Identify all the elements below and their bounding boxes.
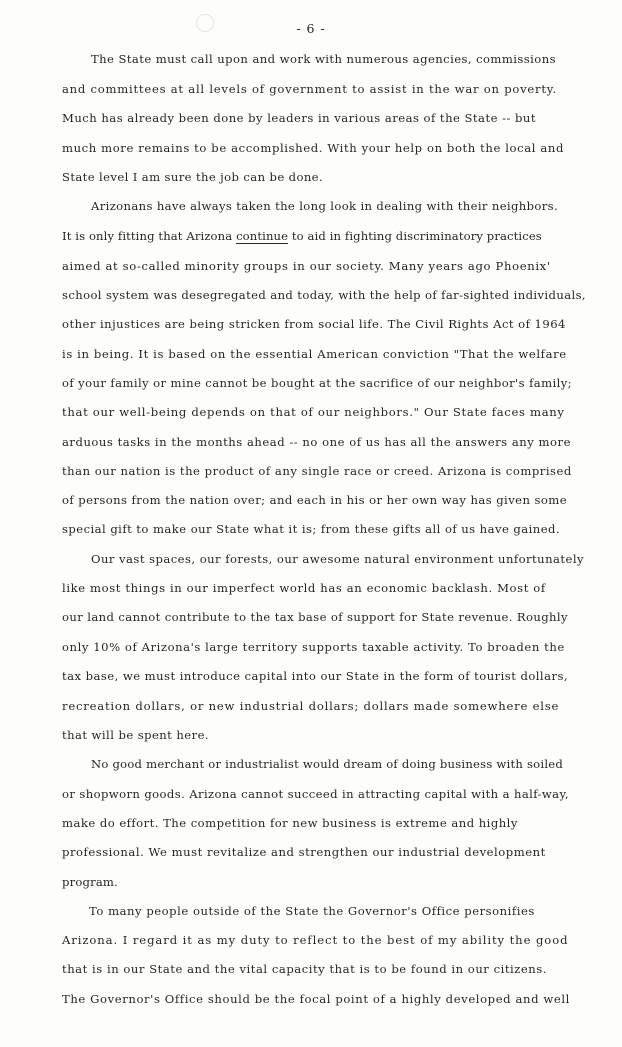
text-line: tax base, we must introduce capital into our State in the form of tourist dollars, [62,669,568,683]
text-segment: to aid in fighting discriminatory practices [288,229,542,243]
text-line: only 10% of Arizona's large territory supports taxable activity. To broaden the [62,640,565,654]
text-line: Our vast spaces, our forests, our awesome natural environment unfortunately [91,552,584,566]
text-line: The Governor's Office should be the focal point of a highly developed and well [62,992,570,1006]
text-line: that our well-being depends on that of our neighbors." Our State faces many [62,405,565,419]
text-line: our land cannot contribute to the tax base of support for State revenue. Roughly [62,610,568,624]
text-line: much more remains to be accomplished. With your help on both the local and [62,141,564,155]
underlined-word: continue [236,229,289,243]
text-line: professional. We must revitalize and strengthen our industrial development [62,845,546,859]
text-line: Arizonans have always taken the long look in dealing with their neighbors. [91,199,558,213]
text-line: of persons from the nation over; and each in his or her own way has given some [62,493,567,507]
text-line: No good merchant or industrialist would dream of doing business with soiled [91,757,563,771]
text-line: The State must call upon and work with numerous agencies, commissions [91,52,556,66]
text-line: To many people outside of the State the Governor's Office personifies [89,904,535,918]
text-line: that will be spent here. [62,728,209,742]
text-line [62,229,540,243]
text-line: Arizona. I regard it as my duty to reflect to the best of my ability the good [62,933,569,947]
text-line: arduous tasks in the months ahead -- no one of us has all the answers any more [62,435,571,449]
text-line: or shopworn goods. Arizona cannot succeed in attracting capital with a half-way, [62,787,569,801]
text-line: aimed at so-called minority groups in our society. Many years ago Phoenix' [62,259,551,273]
text-segment: It is only fitting that Arizona [62,229,237,243]
text-line: special gift to make our State what it is; from these gifts all of us have gained. [62,522,560,536]
text-line: of your family or mine cannot be bought at the sacrifice of our neighbor's family; [62,376,572,390]
text-line: that is in our State and the vital capacity that is to be found in our citizens. [62,962,547,976]
text-line: make do effort. The competition for new business is extreme and highly [62,816,518,830]
text-line: other injustices are being stricken from social life. The Civil Rights Act of 1964 [62,317,566,331]
text-line: like most things in our imperfect world has an economic backlash. Most of [62,581,546,595]
text-line: and committees at all levels of government to assist in the war on poverty. [62,82,557,96]
text-line: school system was desegregated and today, with the help of far-sighted individuals, [62,288,586,302]
text-line: Much has already been done by leaders in various areas of the State -- but [62,111,536,125]
text-line: than our nation is the product of any single race or creed. Arizona is comprised [62,464,572,478]
page-number: - 6 - [296,21,326,36]
text-line: State level I am sure the job can be done. [62,170,323,184]
text-line: recreation dollars, or new industrial dollars; dollars made somewhere else [62,699,560,713]
text-line: is in being. It is based on the essential American conviction "That the welfare [62,347,567,361]
text-line: program. [62,875,118,889]
